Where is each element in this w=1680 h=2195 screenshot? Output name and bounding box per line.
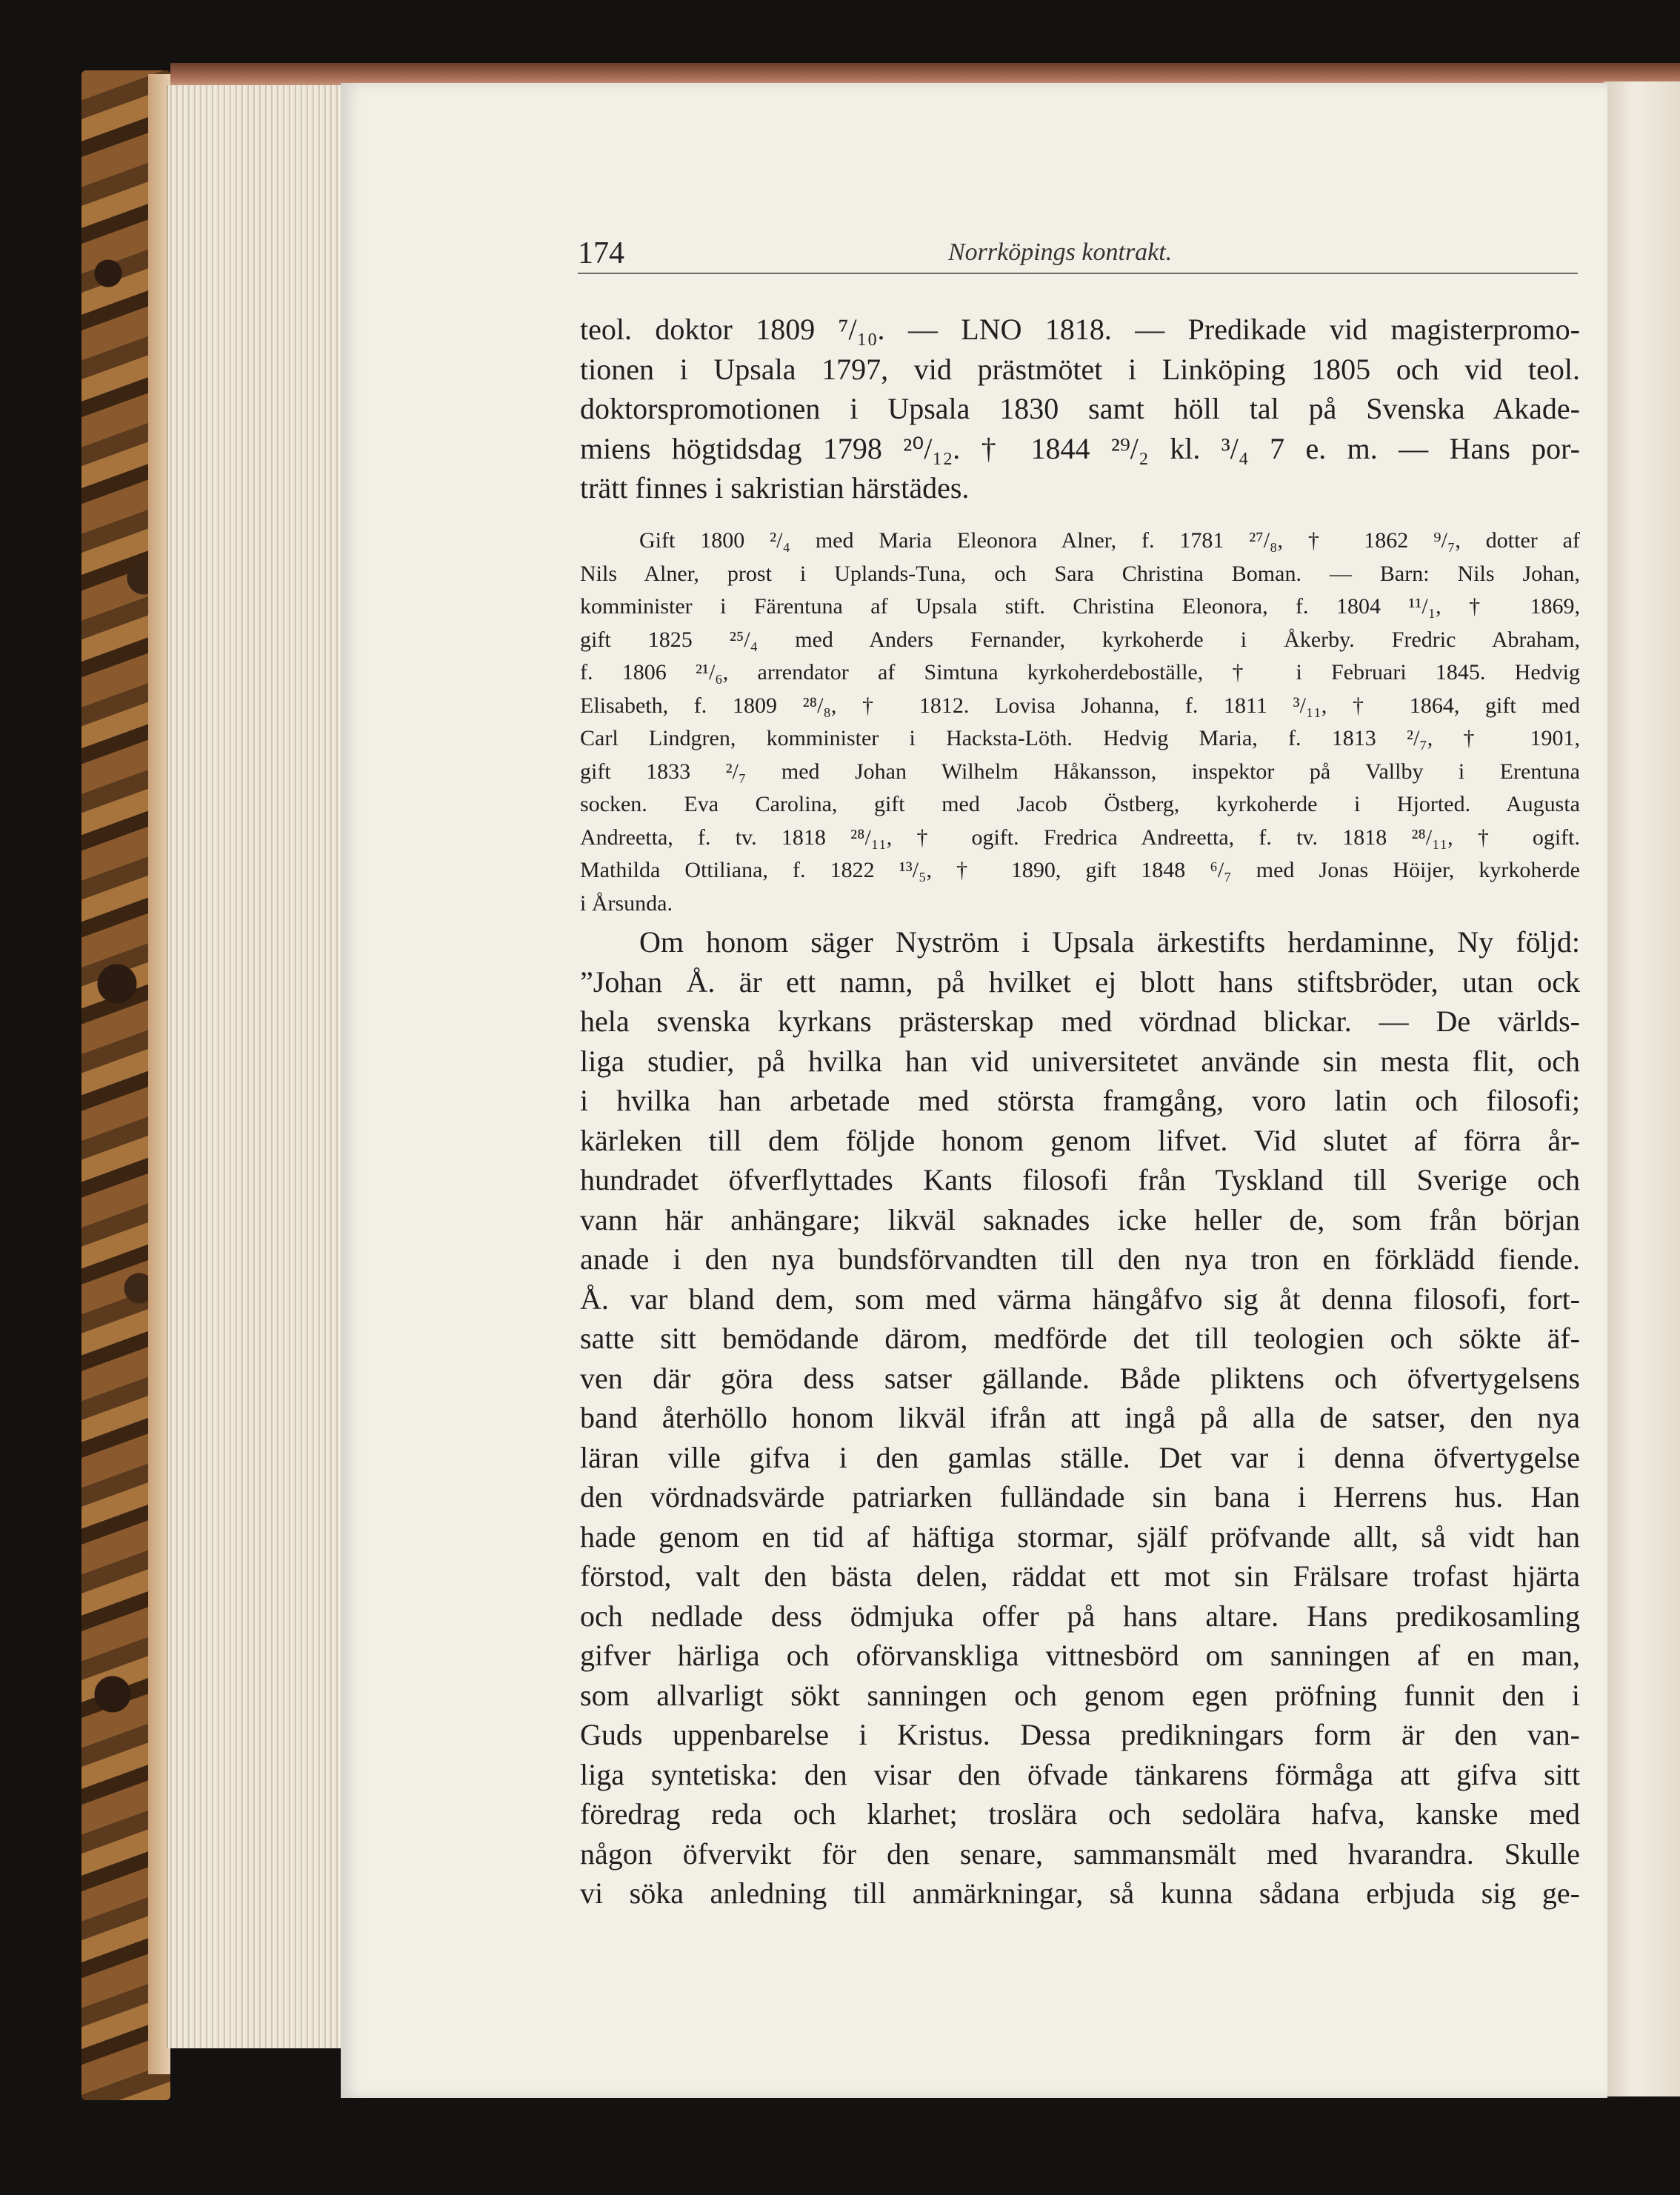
text-line: Nils Alner, prost i Uplands-Tuna, och Sara Christina Boman. — Barn: Nils Johan, xyxy=(580,561,1580,586)
text-line: trätt finnes i sakristian härstädes. xyxy=(580,471,970,504)
text-line: socken. Eva Carolina, gift med Jacob Östberg, kyrkoherde i Hjorted. Augusta xyxy=(580,792,1580,816)
text-line: den vördnadsvärde patriarken fulländade sin bana i Herrens hus. Han xyxy=(580,1480,1580,1513)
text-line: satte sitt bemödande därom, medförde det till teologien och sökte äf- xyxy=(580,1322,1580,1355)
text-line: någon öfvervikt för den senare, sammansmält med hvarandra. Skulle xyxy=(580,1836,1580,1871)
running-head: Norrköpings kontrakt. xyxy=(948,239,1173,266)
text-line: Å. var bland dem, som med värma hängåfvo sig åt denna filosofi, fort- xyxy=(580,1282,1580,1316)
text-line: vi söka anledning till anmärkningar, så kunna sådana erbjuda sig ge- xyxy=(580,1876,1580,1910)
text-line: hundradet öfverflyttades Kants filosofi från Tyskland till Sverige och xyxy=(580,1163,1580,1196)
text-line: Andreetta, f. tv. 1818 ²⁸/₁₁, † ogift. Fredrica Andreetta, f. tv. 1818 ²⁸/₁₁, † ogift. xyxy=(580,825,1580,850)
text-line: miens högtidsdag 1798 ²⁰/₁₂. † 1844 ²⁹/₂ kl. ³/₄ 7 e. m. — Hans por- xyxy=(580,431,1580,465)
text-line: gift 1825 ²⁵/₄ med Anders Fernander, kyrkoherde i Åkerby. Fredric Abraham, xyxy=(580,627,1580,652)
text-line: i Årsunda. xyxy=(580,890,673,916)
text-line: hade genom en tid af häftiga stormar, själf pröfvande allt, så vidt han xyxy=(580,1519,1580,1553)
text-line: i hvilka han arbetade med största framgång, voro latin och filosofi; xyxy=(580,1084,1580,1117)
text-line: Mathilda Ottiliana, f. 1822 ¹³/₅, † 1890, gift 1848 ⁶/₇ med Jonas Höijer, kyrkoherde xyxy=(580,858,1580,882)
text-line: Carl Lindgren, komminister i Hacksta-Löth. Hedvig Maria, f. 1813 ²/₇, † 1901, xyxy=(580,726,1580,750)
text-line: hela svenska kyrkans prästerskap med vördnad blickar. — De världs- xyxy=(580,1005,1580,1038)
text-line: gift 1833 ²/₇ med Johan Wilhelm Håkansson, inspektor på Vallby i Erentuna xyxy=(580,759,1580,784)
page-number: 174 xyxy=(578,236,624,270)
text-line: Guds uppenbarelse i Kristus. Dessa predikningars form är den van- xyxy=(580,1718,1580,1751)
text-line: kärleken till dem följde honom genom lifvet. Vid slutet af förra år- xyxy=(580,1123,1580,1157)
text-line: liga studier, på hvilka han vid universitetet använde sin mesta flit, och xyxy=(580,1044,1580,1078)
text-line: förstod, valt den bästa delen, räddat ett mot sin Frälsare trofast hjärta xyxy=(580,1559,1580,1593)
text-line: anade i den nya bundsförvandten till den nya tron en förklädd fiende. xyxy=(580,1242,1580,1276)
text-line: Om honom säger Nyström i Upsala ärkestifts herdaminne, Ny följd: xyxy=(639,925,1580,959)
text-line: Gift 1800 ²/₄ med Maria Eleonora Alner, f. 1781 ²⁷/₈, † 1862 ⁹/₇, dotter af xyxy=(639,528,1580,553)
text-line: och nedlade dess ödmjuka offer på hans altare. Hans predikosamling xyxy=(580,1599,1580,1633)
text-line: doktorspromotionen i Upsala 1830 samt höll tal på Svenska Akade- xyxy=(580,392,1580,425)
text-line: föredrag reda och klarhet; troslära och sedolära hafva, kanske med xyxy=(580,1797,1580,1831)
facing-page-edge xyxy=(1604,81,1680,2096)
text-line: vann här anhängare; likväl saknades icke heller de, som från början xyxy=(580,1202,1580,1236)
text-line: tionen i Upsala 1797, vid prästmötet i Linköping 1805 och vid teol. xyxy=(580,352,1580,386)
paragraph-nystrom-quote xyxy=(580,922,1580,1913)
text-line: Elisabeth, f. 1809 ²⁸/₈, † 1812. Lovisa Johanna, f. 1811 ³/₁₁, † 1864, gift med xyxy=(580,693,1580,718)
paragraph-family xyxy=(580,524,1580,920)
text-line: band återhöllo honom likväl ifrån att ingå på alla de satser, den nya xyxy=(580,1401,1580,1434)
text-line: liga syntetiska: den visar den öfvade tänkarens förmåga att gifva sitt xyxy=(580,1757,1580,1791)
text-line: f. 1806 ²¹/₆, arrendator af Simtuna kyrkoherdeboställe, † i Februari 1845. Hedvig xyxy=(580,660,1580,685)
text-line: ven där göra dess satser gällande. Både pliktens och öfvertygelsens xyxy=(580,1361,1580,1395)
text-line: gifver härliga och oförvanskliga vittnesbörd om sanningen af en man, xyxy=(580,1639,1580,1672)
paragraph-biography xyxy=(580,310,1580,508)
text-line: teol. doktor 1809 ⁷/₁₀. — LNO 1818. — Predikade vid magisterpromo- xyxy=(580,313,1580,346)
text-line: som allvarligt sökt sanningen och genom egen pröfning funnit den i xyxy=(580,1678,1580,1712)
text-line: ”Johan Å. är ett namn, på hvilket ej blott hans stiftsbröder, utan ock xyxy=(580,965,1580,999)
page-header xyxy=(578,236,1578,274)
page-edges xyxy=(167,85,346,2048)
text-line: läran ville gifva i den gamlas ställe. Det var i denna öfvertygelse xyxy=(580,1440,1580,1474)
text-line: komminister i Färentuna af Upsala stift. Christina Eleonora, f. 1804 ¹¹/₁, † 1869, xyxy=(580,594,1580,619)
